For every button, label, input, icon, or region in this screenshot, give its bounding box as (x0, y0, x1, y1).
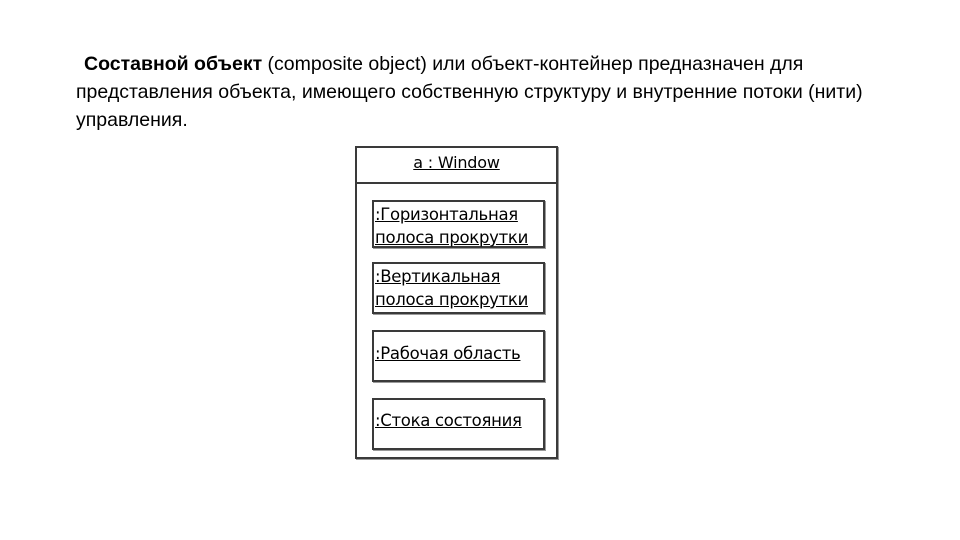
part-label: :Стока состояния (375, 411, 522, 430)
part-label-line2: полоса прокрутки (375, 290, 529, 309)
part-label: :Рабочая область (375, 344, 521, 363)
composite-object-header (357, 148, 556, 184)
part-label-line1: :Вертикальная (375, 267, 501, 286)
part-horizontal-scrollbar (372, 200, 545, 248)
description-text: (composite object) или объект-контейнер предназначен для представления объекта, имеющего собственную структуру и внутренние потоки (нити) управления. (76, 53, 863, 131)
part-work-area (372, 330, 545, 382)
term-bold: Составной объект (84, 53, 263, 75)
part-label-line2: полоса прокрутки (375, 228, 529, 247)
composite-object-box (355, 146, 558, 459)
composite-object-label: a : Window (413, 153, 500, 172)
part-status-bar (372, 398, 545, 450)
part-label-line1: :Горизонтальная (375, 205, 518, 224)
part-vertical-scrollbar (372, 262, 545, 314)
description-paragraph (76, 50, 906, 134)
